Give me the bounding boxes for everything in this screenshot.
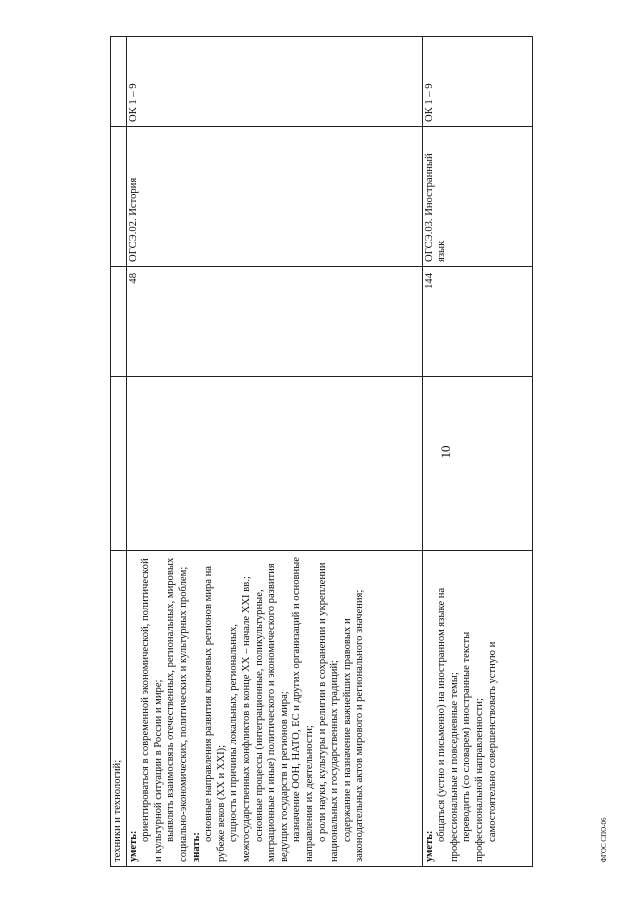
content-label: уметь:: [423, 830, 435, 862]
content-line: выявлять взаимосвязь отечественных, региональных, мировых социально-экономических, политических и культурных проблем;: [165, 557, 189, 862]
footer-label: ФГОС СПО-06: [600, 817, 608, 863]
content-label: уметь:: [127, 830, 139, 862]
table-row: [111, 37, 127, 867]
content-line: общаться (устно и письменно) на иностранном языке на профессиональные и повседневные темы;: [436, 587, 460, 862]
content-line: техники и технологий;: [112, 759, 123, 862]
content-line: основные направления развития ключевых регионов мира на рубеже веков (XX и XXI);: [203, 565, 227, 862]
content-line: назначение ООН, НАТО, ЕС и других организаций и основные направления их деятельности;: [291, 557, 315, 862]
content-line: основные процессы (интеграционные, поликультурные, миграционные и иные) политического и экономического развития ведущих государств и регионов мира;: [253, 563, 290, 862]
curriculum-table: [110, 36, 533, 867]
content-line: содержание и назначение важнейших правовых и законодательных актов мирового и регионального значения;: [341, 589, 366, 862]
table-row: [422, 37, 532, 867]
max-hours-cell: [111, 377, 127, 551]
page-number: 10: [438, 445, 453, 459]
max-hours-cell: [422, 377, 532, 551]
competencies-cell: ОК 1 – 9: [126, 37, 422, 127]
content-line: ориентироваться в современной экономической, политической и культурной ситуации в России и мире;: [140, 558, 164, 862]
content-line: самостоятельно совершенствовать устную и: [486, 641, 498, 842]
competencies-cell: [111, 37, 127, 127]
hours-cell: 48: [126, 267, 422, 377]
hours-cell: [111, 267, 127, 377]
hours-cell: 144: [422, 267, 532, 377]
index-cell: ОГСЭ.03. Иностранный язык: [422, 127, 532, 267]
rotated-table-wrapper: [110, 37, 530, 867]
content-cell: [126, 551, 422, 867]
index-cell: ОГСЭ.02. История: [126, 127, 422, 267]
max-hours-cell: [126, 377, 422, 551]
content-line: о роли науки, культуры и религии в сохранении и укреплении национальных и государственных традиций;: [316, 562, 341, 862]
content-line: переводить (со словарем) иностранные тексты профессиональной направленности;: [461, 631, 485, 862]
content-cell: [111, 551, 127, 867]
competencies-cell: ОК 1 – 9: [422, 37, 532, 127]
content-line: сущность и причины локальных, региональных, межгосударственных конфликтов в конце XX – начале XXI вв.;: [228, 576, 252, 862]
table-row: [126, 37, 422, 867]
index-cell: [111, 127, 127, 267]
content-cell: [422, 551, 532, 867]
content-label: знать:: [190, 832, 202, 862]
